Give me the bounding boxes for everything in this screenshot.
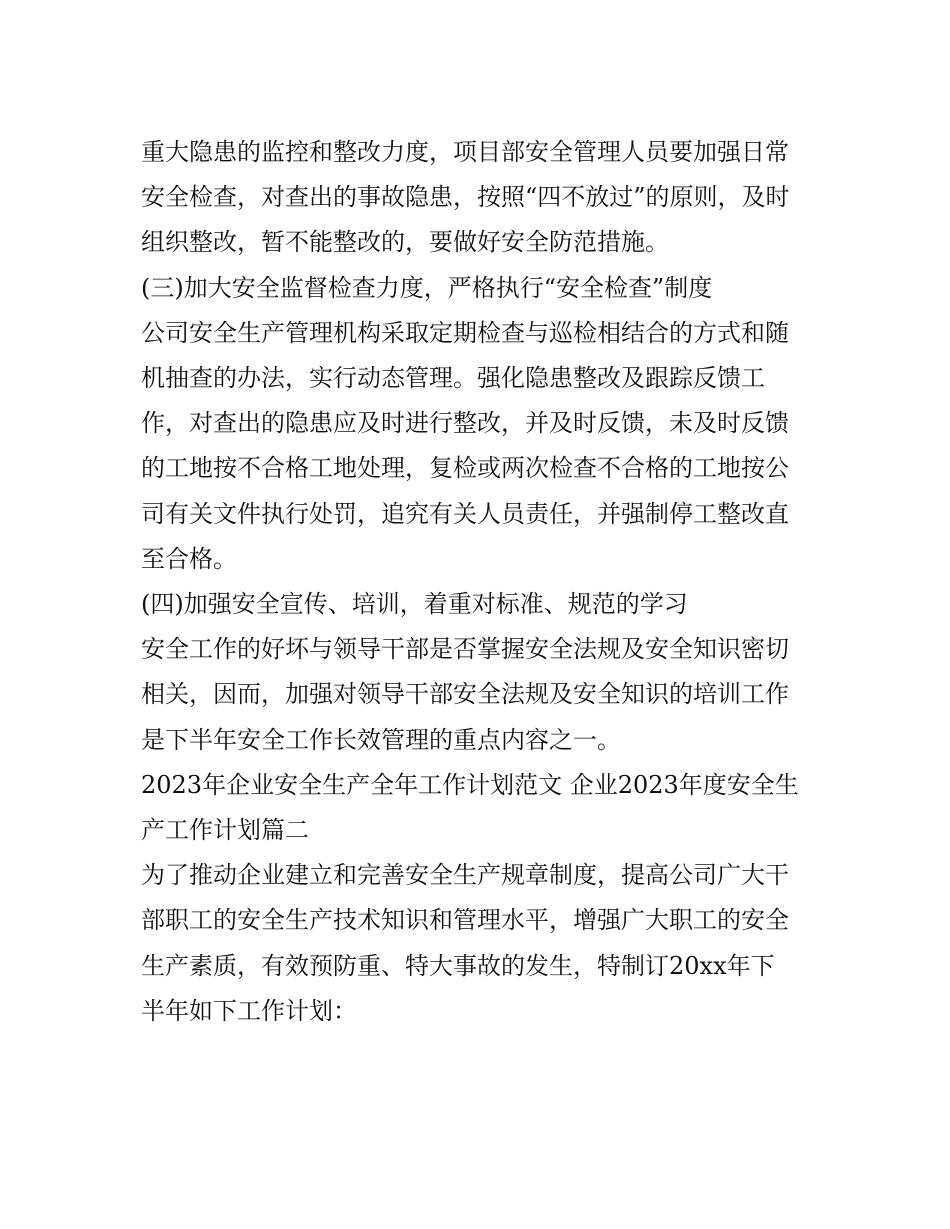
text-line: 安全检查，对查出的事故隐患，按照“四不放过”的原则，及时 (141, 183, 790, 212)
section-heading: (三)加大安全监督检查力度，严格执行“安全检查”制度 (141, 273, 713, 302)
section-heading: (四)加强安全宣传、培训，着重对标准、规范的学习 (141, 590, 688, 619)
text-line: 为了推动企业建立和完善安全生产规章制度，提高公司广大干 (141, 861, 789, 890)
text-line: 组织整改，暂不能整改的，要做好安全防范措施。 (141, 228, 669, 257)
text-line: 安全工作的好坏与领导干部是否掌握安全法规及安全知识密切 (141, 635, 789, 664)
text-line: 半年如下工作计划： (141, 996, 357, 1025)
text-line: 司有关文件执行处罚，追究有关人员责任，并强制停工整改直 (141, 499, 789, 528)
text-line: 相关，因而，加强对领导干部安全法规及安全知识的培训工作 (141, 680, 789, 709)
text-line: 重大隐患的监控和整改力度，项目部安全管理人员要加强日常 (141, 138, 789, 166)
text-line: 的工地按不合格工地处理，复检或两次检查不合格的工地按公 (141, 454, 789, 483)
text-line: 是下半年安全工作长效管理的重点内容之一。 (141, 725, 621, 754)
text-line: 机抽查的办法，实行动态管理。强化隐患整改及跟踪反馈工 (141, 364, 765, 393)
document-body (141, 130, 821, 1034)
text-line: 生产素质，有效预防重、特大事故的发生，特制订20xx年下 (141, 951, 775, 980)
text-line: 至合格。 (141, 544, 237, 573)
document-title-line: 产工作计划篇二 (141, 816, 309, 845)
text-line: 作，对查出的隐患应及时进行整改，并及时反馈，未及时反馈 (141, 409, 789, 438)
text-line: 部职工的安全生产技术知识和管理水平，增强广大职工的安全 (141, 906, 789, 935)
document-title-line: 2023年企业安全生产全年工作计划范文 企业2023年度安全生 (141, 770, 799, 799)
text-line: 公司安全生产管理机构采取定期检查与巡检相结合的方式和随 (141, 318, 789, 347)
